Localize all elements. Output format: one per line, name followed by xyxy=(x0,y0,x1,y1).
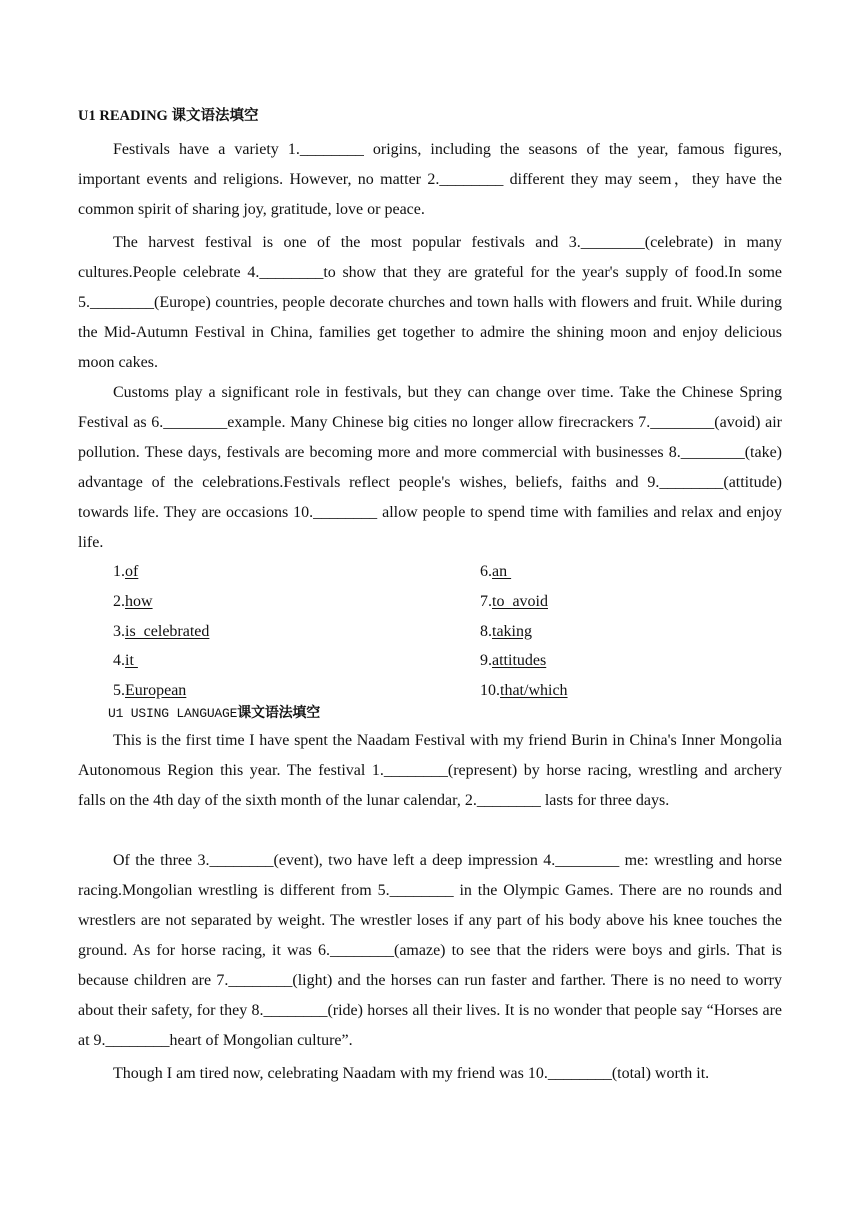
answer-text: taking xyxy=(492,623,532,640)
answer-9 xyxy=(480,646,546,676)
answer-text: is celebrated xyxy=(125,623,210,640)
section1-heading-zh: 课文语法填空 xyxy=(171,108,259,124)
answer-text: of xyxy=(125,563,139,580)
answer-text: attitudes xyxy=(492,652,547,669)
answer-4 xyxy=(113,646,138,676)
section1-heading-en: U1 READING xyxy=(78,108,172,124)
answer-number: 2. xyxy=(113,593,125,610)
section1-paragraph-2: The harvest festival is one of the most popular festivals and 3.________(celebrate) in many cultures.People celebrate 4.________to show that they are grateful for the year's supply of food.In some 5.________(Europe) countries, people decorate churches and town halls with flowers and fruit. While during the Mid-Autumn Festival in China, families get together to admire the shining moon and enjoy delicious moon cakes. xyxy=(78,234,782,371)
answer-number: 4. xyxy=(113,652,125,669)
answer-number: 6. xyxy=(480,563,492,580)
section2-paragraph-1: This is the first time I have spent the Naadam Festival with my friend Burin in China's Inner Mongolia Autonomous Region this year. The festival 1.________(represent) by horse racing, wrestling and archery falls on the 4th day of the sixth month of the lunar calendar, 2.________ lasts for three days. xyxy=(78,732,782,809)
answer-number: 10. xyxy=(480,682,500,699)
answer-number: 5. xyxy=(113,682,125,699)
answer-text: how xyxy=(125,593,153,610)
section1-paragraph-1: Festivals have a variety 1.________ origins, including the seasons of the year, famous figures, important events and religions. However, no matter 2.________ different they may seem，they have the common spirit of sharing joy, gratitude, love or peace. xyxy=(78,141,782,218)
answer-3 xyxy=(113,617,209,647)
answer-text: European xyxy=(125,682,187,699)
answer-6 xyxy=(480,557,511,587)
section2-heading-en: U1 USING LANGUAGE xyxy=(108,706,238,721)
answer-10 xyxy=(480,676,568,706)
section2-heading xyxy=(108,702,320,722)
answer-number: 8. xyxy=(480,623,492,640)
answer-number: 3. xyxy=(113,623,125,640)
section1-heading xyxy=(78,104,258,125)
answer-number: 1. xyxy=(113,563,125,580)
answer-text: to avoid xyxy=(492,593,548,610)
answer-2 xyxy=(113,587,153,617)
answer-8 xyxy=(480,617,532,647)
answer-1 xyxy=(113,557,138,587)
answer-7 xyxy=(480,587,548,617)
answer-text: that/which xyxy=(500,682,568,699)
section2-heading-zh: 课文语法填空 xyxy=(237,704,321,720)
section2-paragraph-2: Of the three 3.________(event), two have left a deep impression 4.________ me: wrestling and horse racing.Mongolian wrestling is different from 5.________ in the Olympic Games. There are no rounds and wrestlers are not separated by weight. The wrestler loses if any part of his body above his knee touches the ground. As for horse racing, it was 6.________(amaze) to see that the riders were boys and girls. That is because children are 7.________(light) and the horses can run faster and farther. There is no need to worry about their safety, for they 8.________(ride) horses all their lives. It is no wonder that people say “Horses are at 9.________heart of Mongolian culture”. xyxy=(78,852,782,1049)
answer-number: 7. xyxy=(480,593,492,610)
section2-paragraph-3: Though I am tired now, celebrating Naadam with my friend was 10.________(total) worth it. xyxy=(113,1065,710,1082)
answer-text: an xyxy=(492,563,512,580)
answer-text: it xyxy=(125,652,138,669)
answer-number: 9. xyxy=(480,652,492,669)
section1-paragraph-3: Customs play a significant role in festivals, but they can change over time. Take the Chinese Spring Festival as 6.________example. Many Chinese big cities no longer allow firecrackers 7.________(avoid) air pollution. These days, festivals are becoming more and more commercial with businesses 8.________(take) advantage of the celebrations.Festivals reflect people's wishes, beliefs, faiths and 9.________(attitude) towards life. They are occasions 10.________ allow people to spend time with families and relax and enjoy life. xyxy=(78,384,782,551)
